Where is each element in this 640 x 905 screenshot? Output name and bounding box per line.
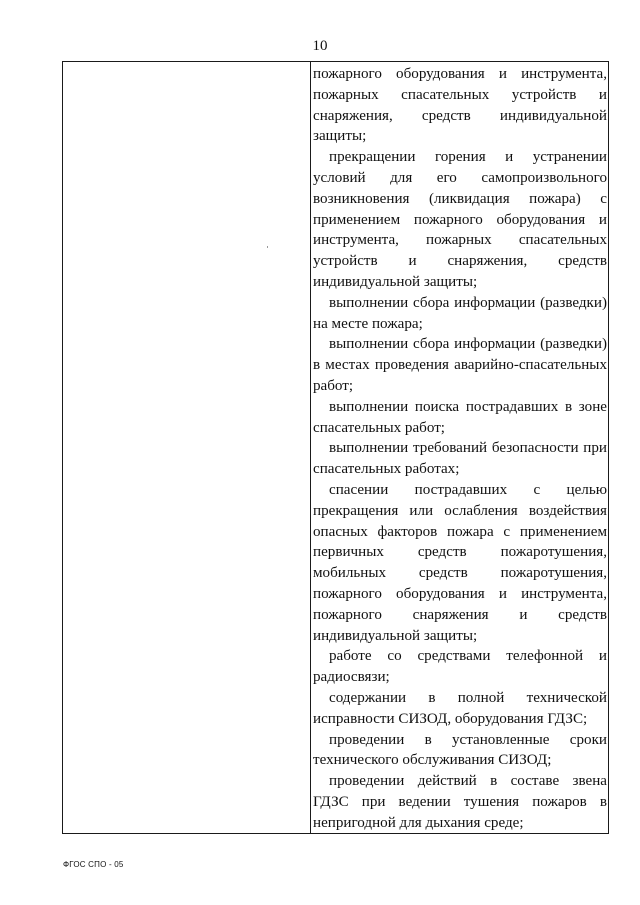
paragraph: выполнении требований безопасности при спасательных работах; — [313, 440, 607, 478]
paragraph: выполнении поиска пострадавших в зоне спасательных работ; — [313, 398, 607, 436]
page-number: 10 — [312, 38, 328, 54]
right-column-cell — [313, 64, 607, 833]
content-table — [62, 61, 609, 834]
paragraph-continuation: пожарного оборудования и инструмента, пожарных спасательных устройств и снаряжения, средств индивидуальной защиты; — [313, 66, 607, 145]
paragraph: содержании в полной технической исправности СИЗОД, оборудования ГДЗС; — [313, 689, 607, 727]
footer-code: ФГОС СПО - 05 — [63, 860, 124, 869]
paragraph: проведении в установленные сроки технического обслуживания СИЗОД; — [313, 731, 607, 769]
paragraph: работе со средствами телефонной и радиосвязи; — [313, 648, 607, 686]
paragraph: прекращении горения и устранении условий для его самопроизвольного возникновения (ликвидация пожара) с применением пожарного оборудования и инструмента, пожарных спасательных устройств и снаряжения, средств индивидуальной защиты; — [313, 149, 607, 290]
paragraph: проведении действий в составе звена ГДЗС при ведении тушения пожаров в непригодной для дыхания среде; — [313, 773, 607, 831]
paragraph: выполнении сбора информации (разведки) на месте пожара; — [313, 294, 607, 332]
paragraph: спасении пострадавших с целью прекращения или ослабления воздействия опасных факторов пожара с применением первичных средств пожаротушения, мобильных средств пожаротушения, пожарного оборудования и инструмента, пожарного снаряжения и средств индивидуальной защиты; — [313, 481, 607, 644]
scan-speck — [267, 246, 268, 248]
column-divider — [310, 62, 311, 833]
paragraph: выполнении сбора информации (разведки) в местах проведения аварийно-спасательных работ; — [313, 336, 607, 394]
